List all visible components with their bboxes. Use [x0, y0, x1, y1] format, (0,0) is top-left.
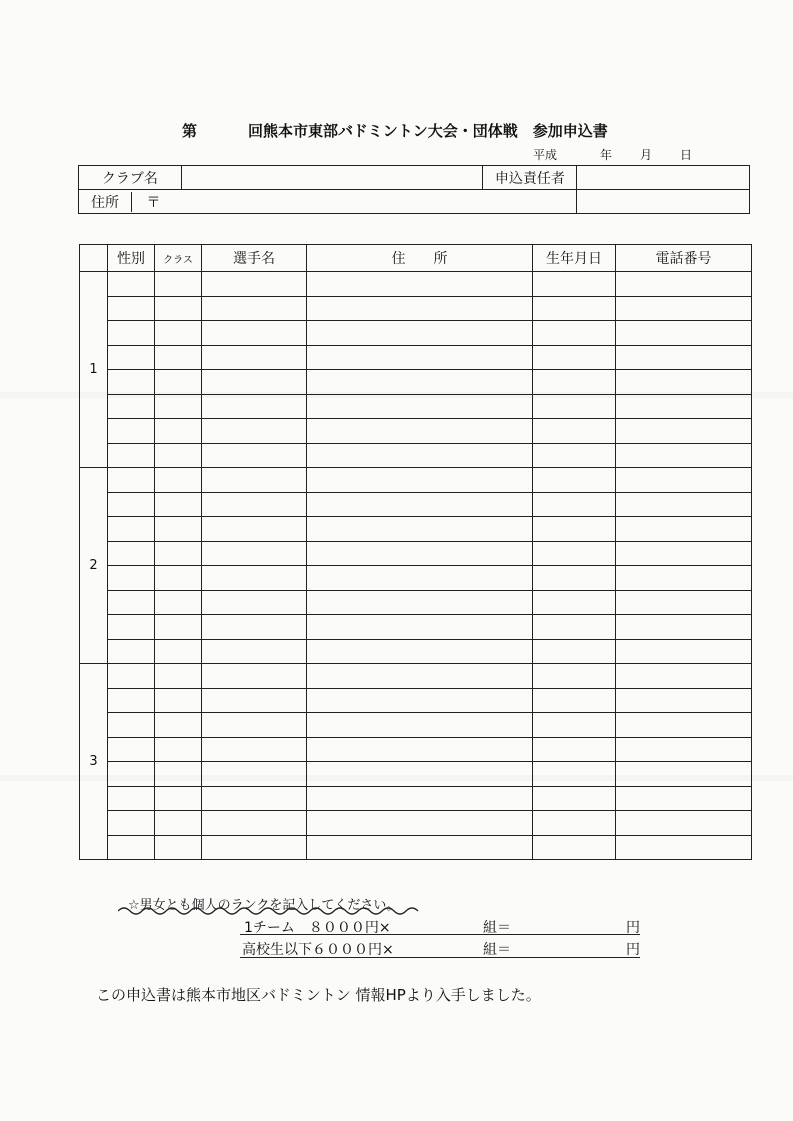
- header-gender: 性別: [108, 245, 155, 272]
- class-cell[interactable]: [155, 468, 202, 493]
- class-cell[interactable]: [155, 541, 202, 566]
- birthdate-cell[interactable]: [533, 737, 616, 762]
- birthdate-cell[interactable]: [533, 492, 616, 517]
- roster-header-row: [80, 245, 752, 272]
- header-birthdate: 生年月日: [533, 245, 616, 272]
- address-cell[interactable]: [307, 394, 533, 419]
- header-class: クラス: [155, 245, 202, 272]
- birthdate-cell[interactable]: [533, 713, 616, 738]
- date-era: 平成: [533, 148, 558, 162]
- table-row: [80, 615, 752, 640]
- address-cell[interactable]: [307, 370, 533, 395]
- birthdate-cell[interactable]: [533, 811, 616, 836]
- birthdate-cell[interactable]: [533, 762, 616, 787]
- player-name-cell[interactable]: [202, 615, 307, 640]
- gender-cell[interactable]: [108, 296, 155, 321]
- birthdate-cell[interactable]: [533, 517, 616, 542]
- player-name-cell[interactable]: [202, 762, 307, 787]
- birthdate-cell[interactable]: [533, 345, 616, 370]
- table-row: [80, 713, 752, 738]
- fee-team-label: 1チーム ８０００円×: [244, 920, 391, 936]
- gender-cell[interactable]: [108, 345, 155, 370]
- class-cell[interactable]: [155, 786, 202, 811]
- phone-cell[interactable]: [616, 443, 752, 468]
- address-cell[interactable]: [307, 688, 533, 713]
- table-row: [80, 272, 752, 297]
- table-row: [80, 443, 752, 468]
- player-name-cell[interactable]: [202, 296, 307, 321]
- footer-note: この申込書は熊本市地区バドミントン 情報HPより入手しました。: [96, 986, 541, 1004]
- address-cell[interactable]: [307, 296, 533, 321]
- gender-cell[interactable]: [108, 541, 155, 566]
- gender-cell[interactable]: [108, 688, 155, 713]
- class-cell[interactable]: [155, 688, 202, 713]
- class-cell[interactable]: [155, 590, 202, 615]
- address-cell[interactable]: [307, 419, 533, 444]
- phone-cell[interactable]: [616, 419, 752, 444]
- player-name-cell[interactable]: [202, 419, 307, 444]
- phone-cell[interactable]: [616, 786, 752, 811]
- player-name-cell[interactable]: [202, 688, 307, 713]
- class-cell[interactable]: [155, 345, 202, 370]
- birthdate-cell[interactable]: [533, 835, 616, 860]
- class-cell[interactable]: [155, 394, 202, 419]
- player-name-cell[interactable]: [202, 713, 307, 738]
- table-row: [80, 664, 752, 689]
- class-cell[interactable]: [155, 419, 202, 444]
- phone-cell[interactable]: [616, 688, 752, 713]
- player-name-cell[interactable]: [202, 272, 307, 297]
- gender-cell[interactable]: [108, 615, 155, 640]
- date-day: 日: [680, 148, 693, 162]
- gender-cell[interactable]: [108, 419, 155, 444]
- address-cell[interactable]: [307, 345, 533, 370]
- table-row: [80, 762, 752, 787]
- class-cell[interactable]: [155, 321, 202, 346]
- phone-cell[interactable]: [616, 345, 752, 370]
- player-name-cell[interactable]: [202, 541, 307, 566]
- birthdate-cell[interactable]: [533, 468, 616, 493]
- address-cell[interactable]: [307, 590, 533, 615]
- player-name-cell[interactable]: [202, 370, 307, 395]
- header-phone: 電話番号: [616, 245, 752, 272]
- table-row: [80, 296, 752, 321]
- player-name-cell[interactable]: [202, 811, 307, 836]
- birthdate-cell[interactable]: [533, 321, 616, 346]
- phone-cell[interactable]: [616, 370, 752, 395]
- phone-cell[interactable]: [616, 835, 752, 860]
- player-name-cell[interactable]: [202, 517, 307, 542]
- table-row: [80, 835, 752, 860]
- player-name-cell[interactable]: [202, 492, 307, 517]
- gender-cell[interactable]: [108, 786, 155, 811]
- birthdate-cell[interactable]: [533, 296, 616, 321]
- group-number: 3: [80, 664, 108, 860]
- address-cell[interactable]: [307, 492, 533, 517]
- gender-cell[interactable]: [108, 394, 155, 419]
- table-row: [80, 639, 752, 664]
- address-cell[interactable]: [307, 664, 533, 689]
- class-cell[interactable]: [155, 713, 202, 738]
- class-cell[interactable]: [155, 370, 202, 395]
- table-row: [80, 394, 752, 419]
- gender-cell[interactable]: [108, 713, 155, 738]
- table-row: [80, 517, 752, 542]
- address-cell[interactable]: [307, 566, 533, 591]
- phone-cell[interactable]: [616, 394, 752, 419]
- instruction-note: ☆男女とも個人のランクを記入してください。: [128, 898, 400, 913]
- fee-student-label: 高校生以下６０００円×: [242, 942, 394, 958]
- table-row: [80, 590, 752, 615]
- phone-cell[interactable]: [616, 272, 752, 297]
- address-cell[interactable]: [307, 811, 533, 836]
- class-cell[interactable]: [155, 639, 202, 664]
- address-cell[interactable]: [307, 541, 533, 566]
- fee-line-student: [0, 939, 793, 959]
- header-address: 住 所: [307, 245, 533, 272]
- fee-student-yen: 円: [626, 942, 640, 958]
- birthdate-cell[interactable]: [533, 370, 616, 395]
- header-group: [80, 245, 108, 272]
- phone-cell[interactable]: [616, 296, 752, 321]
- birthdate-cell[interactable]: [533, 664, 616, 689]
- table-row: [80, 811, 752, 836]
- class-cell[interactable]: [155, 443, 202, 468]
- player-roster-table: [79, 244, 752, 860]
- gender-cell[interactable]: [108, 468, 155, 493]
- birthdate-cell[interactable]: [533, 639, 616, 664]
- table-row: [80, 786, 752, 811]
- phone-cell[interactable]: [616, 321, 752, 346]
- club-name-field[interactable]: [181, 166, 483, 190]
- date-line: [0, 146, 793, 164]
- player-name-cell[interactable]: [202, 468, 307, 493]
- gender-cell[interactable]: [108, 737, 155, 762]
- gender-cell[interactable]: [108, 811, 155, 836]
- fee-team-yen: 円: [626, 920, 640, 936]
- gender-cell[interactable]: [108, 762, 155, 787]
- gender-cell[interactable]: [108, 517, 155, 542]
- table-row: [80, 468, 752, 493]
- table-row: [80, 345, 752, 370]
- manager-field[interactable]: [577, 166, 750, 190]
- fee-underline: [240, 934, 640, 935]
- birthdate-cell[interactable]: [533, 419, 616, 444]
- phone-cell[interactable]: [616, 811, 752, 836]
- gender-cell[interactable]: [108, 370, 155, 395]
- birthdate-cell[interactable]: [533, 443, 616, 468]
- address-cell[interactable]: [307, 321, 533, 346]
- phone-cell[interactable]: [616, 492, 752, 517]
- address-row: [79, 190, 577, 214]
- birthdate-cell[interactable]: [533, 566, 616, 591]
- phone-cell[interactable]: [616, 762, 752, 787]
- phone-cell[interactable]: [616, 566, 752, 591]
- table-row: [80, 370, 752, 395]
- address-cell[interactable]: [307, 835, 533, 860]
- address-cell[interactable]: [307, 615, 533, 640]
- address-field[interactable]: 〒: [146, 194, 161, 211]
- player-name-cell[interactable]: [202, 345, 307, 370]
- gender-cell[interactable]: [108, 321, 155, 346]
- gender-cell[interactable]: [108, 835, 155, 860]
- address-cell[interactable]: [307, 762, 533, 787]
- form-title: [0, 120, 793, 144]
- class-cell[interactable]: [155, 615, 202, 640]
- gender-cell[interactable]: [108, 566, 155, 591]
- phone-cell[interactable]: [616, 639, 752, 664]
- player-name-cell[interactable]: [202, 394, 307, 419]
- club-name-label: クラブ名: [79, 166, 182, 190]
- player-name-cell[interactable]: [202, 566, 307, 591]
- table-row: [80, 321, 752, 346]
- gender-cell[interactable]: [108, 272, 155, 297]
- class-cell[interactable]: [155, 811, 202, 836]
- fee-team-unit: 組＝: [483, 920, 511, 936]
- wavy-underline-icon: [118, 897, 424, 919]
- address-cell[interactable]: [307, 272, 533, 297]
- phone-cell[interactable]: [616, 517, 752, 542]
- player-name-cell[interactable]: [202, 835, 307, 860]
- class-cell[interactable]: [155, 566, 202, 591]
- table-row: [80, 737, 752, 762]
- date-year: 年: [600, 148, 613, 162]
- address-cell[interactable]: [307, 786, 533, 811]
- group-number: 1: [80, 272, 108, 468]
- player-name-cell[interactable]: [202, 443, 307, 468]
- class-cell[interactable]: [155, 492, 202, 517]
- player-name-cell[interactable]: [202, 737, 307, 762]
- player-name-cell[interactable]: [202, 590, 307, 615]
- date-month: 月: [640, 148, 653, 162]
- class-cell[interactable]: [155, 296, 202, 321]
- phone-cell[interactable]: [616, 541, 752, 566]
- phone-cell[interactable]: [616, 615, 752, 640]
- address-cell[interactable]: [307, 468, 533, 493]
- phone-cell[interactable]: [616, 737, 752, 762]
- player-name-cell[interactable]: [202, 321, 307, 346]
- birthdate-cell[interactable]: [533, 786, 616, 811]
- phone-cell[interactable]: [616, 468, 752, 493]
- player-name-cell[interactable]: [202, 639, 307, 664]
- phone-cell[interactable]: [616, 713, 752, 738]
- gender-cell[interactable]: [108, 590, 155, 615]
- birthdate-cell[interactable]: [533, 541, 616, 566]
- class-cell[interactable]: [155, 737, 202, 762]
- table-row: [80, 566, 752, 591]
- phone-cell[interactable]: [616, 664, 752, 689]
- manager-label: 申込責任者: [483, 166, 577, 190]
- class-cell[interactable]: [155, 664, 202, 689]
- table-row: [80, 688, 752, 713]
- table-row: [80, 541, 752, 566]
- gender-cell[interactable]: [108, 639, 155, 664]
- address-cell[interactable]: [307, 639, 533, 664]
- fee-underline: [240, 957, 640, 958]
- group-number: 2: [80, 468, 108, 664]
- title-prefix: 第: [182, 122, 198, 140]
- class-cell[interactable]: [155, 517, 202, 542]
- address-cell[interactable]: [307, 517, 533, 542]
- fee-student-unit: 組＝: [483, 942, 511, 958]
- birthdate-cell[interactable]: [533, 688, 616, 713]
- club-info-table: [78, 165, 750, 214]
- header-player-name: 選手名: [202, 245, 307, 272]
- birthdate-cell[interactable]: [533, 590, 616, 615]
- class-cell[interactable]: [155, 762, 202, 787]
- birthdate-cell[interactable]: [533, 394, 616, 419]
- manager-field-2[interactable]: [577, 190, 750, 214]
- class-cell[interactable]: [155, 835, 202, 860]
- birthdate-cell[interactable]: [533, 272, 616, 297]
- player-name-cell[interactable]: [202, 786, 307, 811]
- player-name-cell[interactable]: [202, 664, 307, 689]
- address-cell[interactable]: [307, 713, 533, 738]
- gender-cell[interactable]: [108, 492, 155, 517]
- address-cell[interactable]: [307, 737, 533, 762]
- phone-cell[interactable]: [616, 590, 752, 615]
- class-cell[interactable]: [155, 272, 202, 297]
- address-cell[interactable]: [307, 443, 533, 468]
- gender-cell[interactable]: [108, 664, 155, 689]
- table-row: [80, 419, 752, 444]
- table-row: [80, 492, 752, 517]
- address-label: 住所: [79, 192, 132, 212]
- gender-cell[interactable]: [108, 443, 155, 468]
- title-main: 回熊本市東部バドミントン大会・団体戦 参加申込書: [248, 122, 608, 140]
- birthdate-cell[interactable]: [533, 615, 616, 640]
